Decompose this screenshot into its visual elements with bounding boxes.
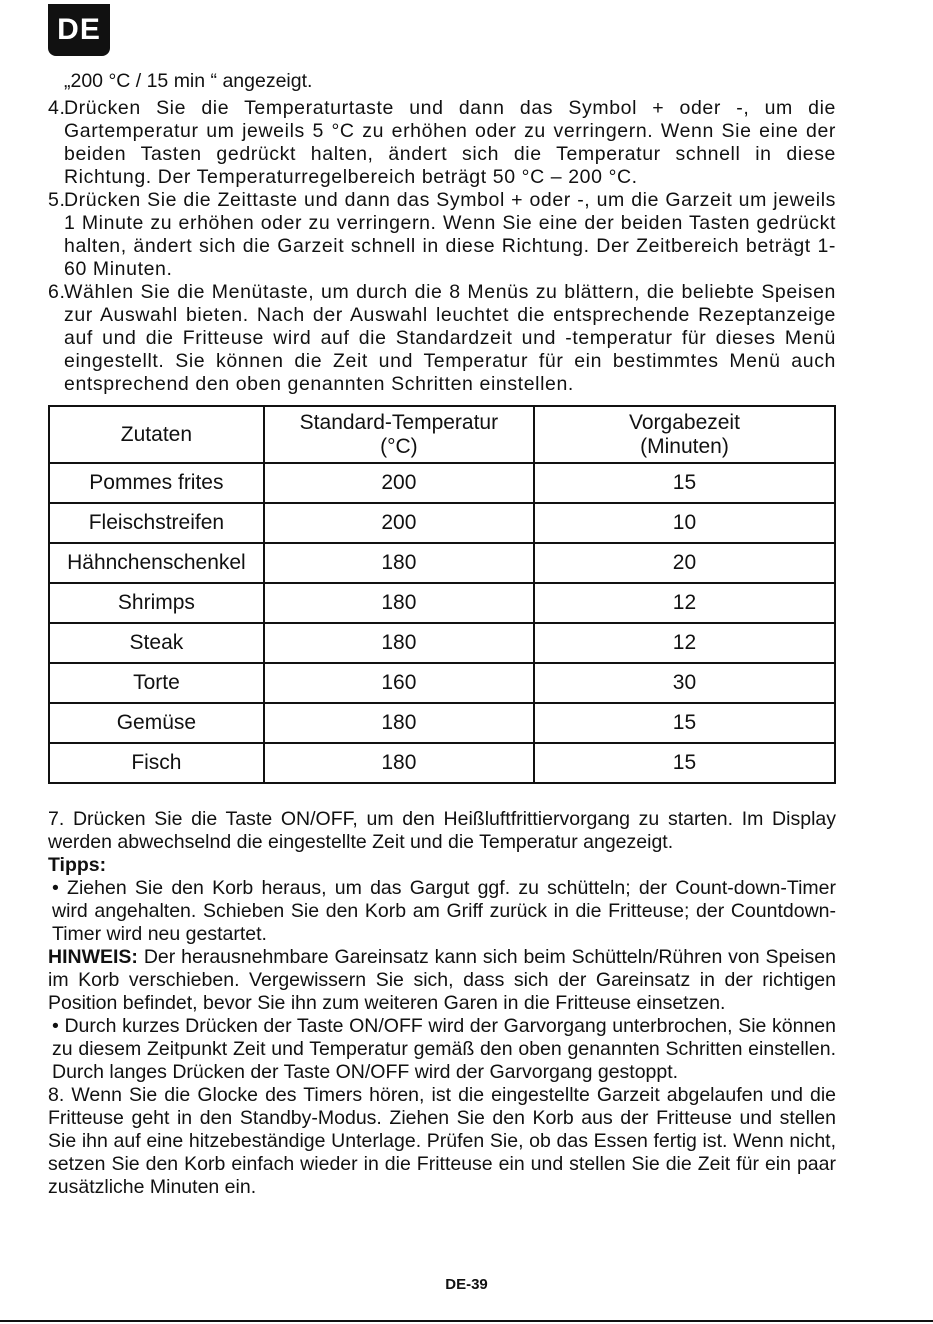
step-number: 6. [48, 281, 66, 303]
language-badge: DE [48, 4, 110, 56]
ingredient-cell: Gemüse [49, 703, 264, 743]
ingredient-cell: Hähnchenschenkel [49, 543, 264, 583]
header-time-unit: (Minuten) [640, 434, 729, 458]
step-text: Wählen Sie die Menütaste, um durch die 8 Menüs zu blättern, die beliebte Speisen zur Auswahl bieten. Nach der Auswahl leuchtet die entsprechende Rezeptanzeige auf und die Fritteuse wird auf die Standardzeit und -temperatur für dieses Menü eingestellt. Sie können die Zeit und Temperatur für ein bestimmtes Menü auch entsprechend den oben genannten Schritten einstellen. [64, 281, 836, 395]
temperature-cell: 200 [264, 463, 534, 503]
step-number: 5. [48, 189, 66, 211]
time-cell: 12 [534, 623, 835, 663]
header-temperature [264, 406, 534, 463]
table-row [49, 703, 835, 743]
table-row [49, 663, 835, 703]
step-text: Drücken Sie die Zeittaste und dann das Symbol + oder -, um die Garzeit um jeweils 1 Minute zu erhöhen oder zu verringern. Wenn Sie eine der beiden Tasten gedrückt halten, ändert sich die Garzeit schnell in diese Richtung. Der Zeitbereich beträgt 1-60 Minuten. [64, 189, 836, 280]
intro-line: „200 °C / 15 min “ angezeigt. [64, 70, 313, 92]
temperature-cell: 180 [264, 743, 534, 783]
time-cell: 20 [534, 543, 835, 583]
temperature-cell: 180 [264, 583, 534, 623]
bottom-divider [0, 1320, 933, 1322]
tips-heading: Tipps: [48, 854, 107, 876]
table-row [49, 743, 835, 783]
hint-text: Der herausnehmbare Gareinsatz kann sich beim Schütteln/Rühren von Speisen im Korb verschieben. Vergewissern Sie sich, dass sich der Gareinsatz in der richtigen Position befindet, bevor Sie ihn zum weiteren Garen in die Fritteuse einsetzen. [48, 946, 836, 1014]
table-header-row [49, 406, 835, 463]
hint-paragraph [48, 946, 836, 1015]
time-cell: 10 [534, 503, 835, 543]
recipe-table [48, 405, 836, 784]
ingredient-cell: Shrimps [49, 583, 264, 623]
table-row [49, 583, 835, 623]
table-row [49, 463, 835, 503]
time-cell: 15 [534, 703, 835, 743]
time-cell: 15 [534, 463, 835, 503]
time-cell: 30 [534, 663, 835, 703]
temperature-cell: 180 [264, 703, 534, 743]
temperature-cell: 180 [264, 543, 534, 583]
steps-list [48, 97, 836, 396]
ingredient-cell: Fleischstreifen [49, 503, 264, 543]
instructions-section [48, 808, 836, 1199]
table-row [49, 503, 835, 543]
step-7: 7. Drücken Sie die Taste ON/OFF, um den Heißluftfrittiervorgang zu starten. Im Display werden abwechselnd die eingestellte Zeit und die Temperatur angezeigt. [48, 808, 836, 853]
step-5 [48, 189, 836, 281]
header-temperature-label: Standard-Temperatur [299, 410, 499, 434]
tip-1: • Ziehen Sie den Korb heraus, um das Gargut ggf. zu schütteln; der Count-down-Timer wird angehalten. Schieben Sie den Korb am Griff zurück in die Fritteuse; der Countdown-Timer wird neu gestartet. [52, 877, 836, 945]
step-text: Drücken Sie die Temperaturtaste und dann das Symbol + oder -, um die Gartemperatur um jeweils 5 °C zu erhöhen oder zu verringern. Wenn Sie eine der beiden Tasten gedrückt halten, ändert sich die Temperatur schnell in diese Richtung. Der Temperaturregelbereich beträgt 50 °C – 200 °C. [64, 97, 836, 188]
header-ingredients: Zutaten [49, 406, 264, 463]
step-4 [48, 97, 836, 189]
step-8: 8. Wenn Sie die Glocke des Timers hören, ist die eingestellte Garzeit abgelaufen und die Fritteuse geht in den Standby-Modus. Ziehen Sie den Korb aus der Fritteuse und stellen Sie ihn auf eine hitzebeständige Unterlage. Prüfen Sie, ob das Essen fertig ist. Wenn nicht, setzen Sie den Korb einfach wieder in die Fritteuse ein und stellen Sie die Zeit für ein paar zusätzliche Minuten ein. [48, 1084, 836, 1198]
page-number: DE-39 [445, 1276, 488, 1293]
hint-label: HINWEIS: [48, 946, 138, 968]
table-row [49, 623, 835, 663]
time-cell: 15 [534, 743, 835, 783]
time-cell: 12 [534, 583, 835, 623]
table-row [49, 543, 835, 583]
ingredient-cell: Torte [49, 663, 264, 703]
ingredient-cell: Steak [49, 623, 264, 663]
step-6 [48, 281, 836, 396]
temperature-cell: 200 [264, 503, 534, 543]
ingredient-cell: Pommes frites [49, 463, 264, 503]
header-temperature-unit: (°C) [380, 434, 418, 458]
tip-2: • Durch kurzes Drücken der Taste ON/OFF wird der Garvorgang unterbrochen, Sie können zu diesem Zeitpunkt Zeit und Temperatur gemäß den oben genannten Schritten einstellen. Durch langes Drücken der Taste ON/OFF wird der Garvorgang gestoppt. [52, 1015, 836, 1083]
temperature-cell: 160 [264, 663, 534, 703]
ingredient-cell: Fisch [49, 743, 264, 783]
header-time [534, 406, 835, 463]
temperature-cell: 180 [264, 623, 534, 663]
header-time-label: Vorgabezeit [629, 410, 740, 434]
step-number: 4. [48, 97, 66, 119]
